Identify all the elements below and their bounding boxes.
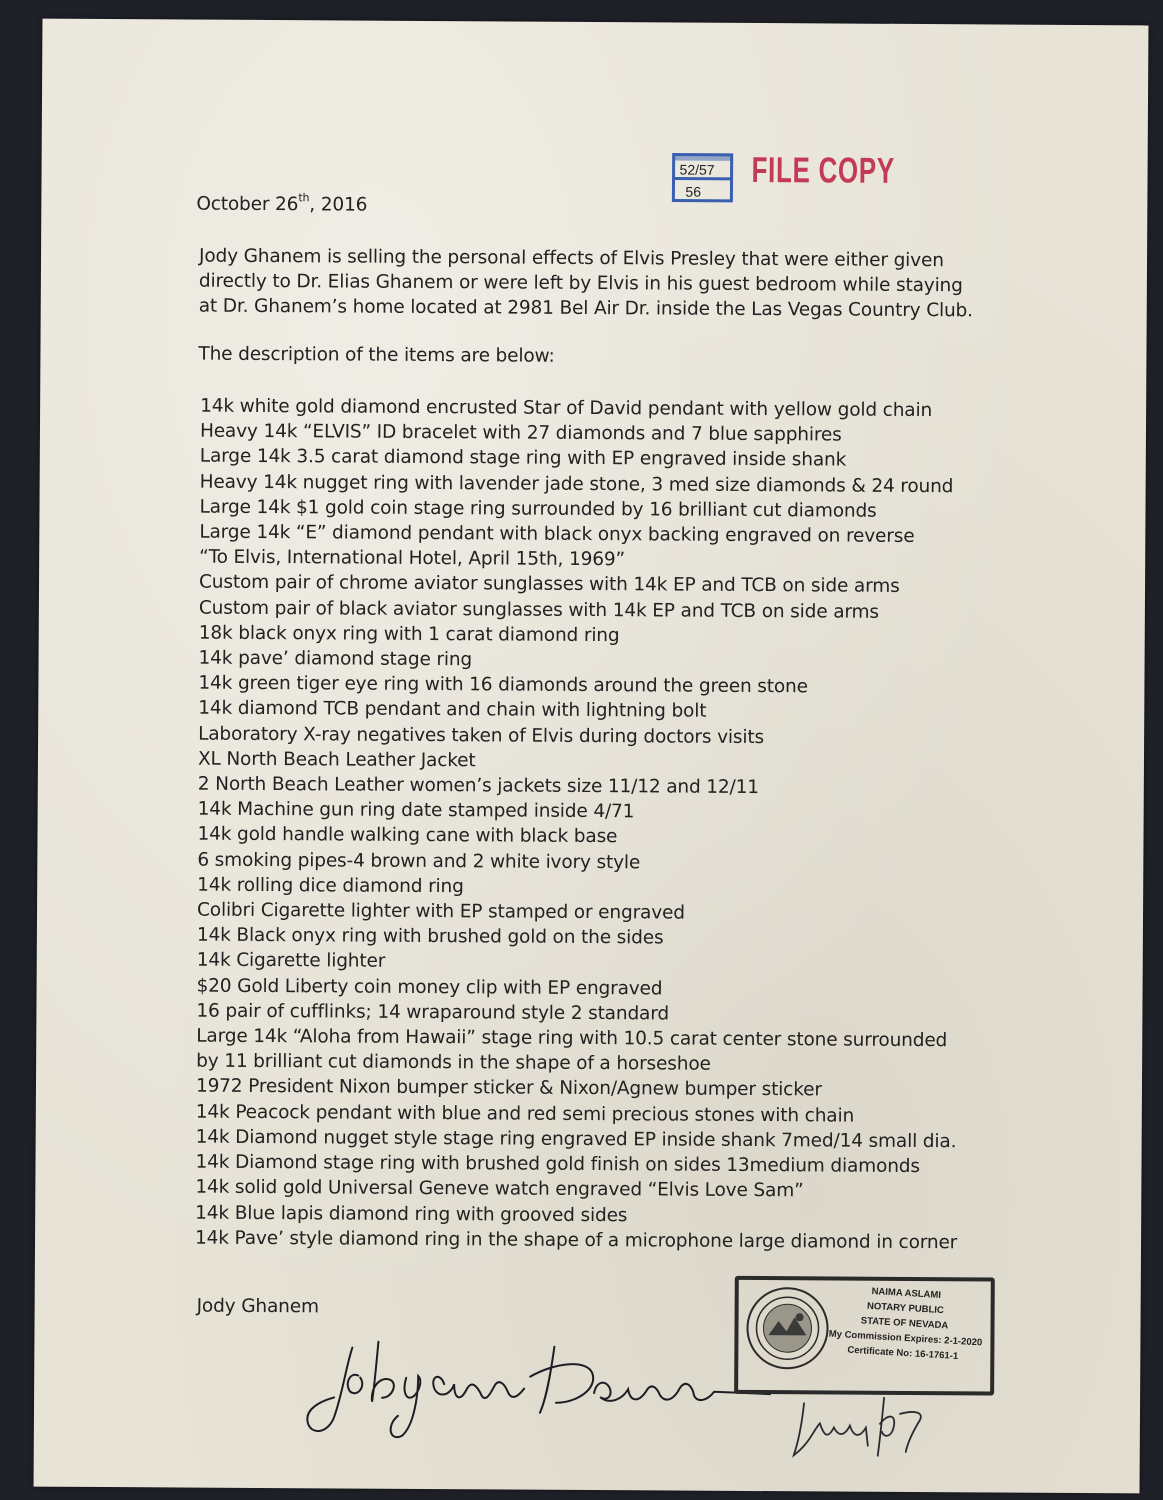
list-item: 6 smoking pipes-4 brown and 2 white ivory style (197, 849, 641, 873)
list-item: 1972 President Nixon bumper sticker & Nixon/Agnew bumper sticker (195, 1076, 822, 1101)
list-item: Colibri Cigarette lighter with EP stamped or engraved (196, 899, 685, 924)
list-item: “To Elvis, International Hotel, April 15th, 1969” (199, 546, 626, 571)
item-list (195, 394, 962, 1256)
file-copy-stamp: FILE COPY (751, 148, 896, 191)
list-item: Large 14k “E” diamond pendant with black onyx backing engraved on reverse (199, 521, 915, 547)
list-item: 14k solid gold Universal Geneve watch engraved “Elvis Love Sam” (195, 1176, 804, 1202)
list-item: by 11 brilliant cut diamonds in the shape of a horseshoe (196, 1050, 711, 1076)
state-seal-icon (744, 1285, 831, 1372)
intro-paragraph (199, 244, 974, 324)
notary-line: NOTARY PUBLIC (866, 1300, 945, 1317)
list-item: Large 14k “Aloha from Hawaii” stage ring with 10.5 carat center stone surrounded (196, 1025, 948, 1052)
notary-initials-signature (784, 1383, 934, 1464)
list-item: Heavy 14k nugget ring with lavender jade stone, 3 med size diamonds & 24 round (199, 471, 954, 497)
list-item: Large 14k $1 gold coin stage ring surrounded by 16 brilliant cut diamonds (199, 496, 877, 522)
description-heading: The description of the items are below: (198, 343, 555, 367)
list-item: 2 North Beach Leather women’s jackets size 11/12 and 12/11 (197, 773, 759, 799)
notary-line: Certificate No: 16-1761-1 (847, 1344, 959, 1363)
document-date: October 26th, 2016 (196, 191, 368, 216)
list-item: 14k white gold diamond encrusted Star of David pendant with yellow gold chain (200, 395, 933, 422)
list-item: 14k diamond TCB pendant and chain with lightning bolt (198, 698, 707, 723)
file-number-stamp (671, 152, 733, 202)
list-item: Laboratory X-ray negatives taken of Elvis during doctors visits (198, 723, 765, 748)
intro-line: Jody Ghanem is selling the personal effects of Elvis Presley that were either given (198, 245, 944, 272)
list-item: 14k Pave’ style diamond ring in the shape of a microphone large diamond in corner (194, 1227, 958, 1253)
list-item: 14k Cigarette lighter (196, 950, 386, 973)
list-item: Heavy 14k “ELVIS” ID bracelet with 27 diamonds and 7 blue sapphires (199, 420, 842, 446)
list-item: 14k pave’ diamond stage ring (198, 647, 473, 671)
list-item: Custom pair of chrome aviator sunglasses with 14k EP and TCB on side arms (198, 572, 900, 598)
notary-line: STATE OF NEVADA (860, 1315, 949, 1332)
intro-line: directly to Dr. Elias Ghanem or were left by Elvis in his guest bedroom while staying (198, 270, 963, 297)
list-item: $20 Gold Liberty coin money clip with EP engraved (196, 975, 663, 1000)
intro-line: at Dr. Ghanem’s home located at 2981 Bel Air Dr. inside the Las Vegas Country Club. (198, 295, 973, 322)
notary-line: My Commission Expires: 2-1-2020 (828, 1328, 983, 1349)
list-item: 14k Peacock pendant with blue and red semi precious stones with chain (195, 1101, 855, 1127)
list-item: 18k black onyx ring with 1 carat diamond ring (198, 622, 620, 646)
notary-stamp-text (827, 1282, 981, 1366)
list-item: 14k gold handle walking cane with black base (197, 824, 618, 848)
list-item: 14k Machine gun ring date stamped inside 4/71 (197, 798, 635, 823)
document-page (34, 19, 1149, 1494)
list-item: 14k Diamond nugget style stage ring engraved EP inside shank 7med/14 small dia. (195, 1126, 957, 1153)
list-item: 14k Blue lapis diamond ring with grooved sides (195, 1202, 628, 1226)
list-item: Custom pair of black aviator sunglasses with 14k EP and TCB on side arms (198, 597, 879, 623)
list-item: XL North Beach Leather Jacket (197, 748, 476, 772)
signer-name: Jody Ghanem (196, 1295, 319, 1318)
file-box-top-text: 52/57 (679, 161, 715, 178)
list-item: 16 pair of cufflinks; 14 wraparound style 2 standard (196, 1000, 670, 1025)
list-item: 14k rolling dice diamond ring (197, 874, 464, 898)
handwritten-signature (294, 1305, 775, 1448)
list-item: Large 14k 3.5 carat diamond stage ring with EP engraved inside shank (199, 446, 847, 471)
list-item: 14k Diamond stage ring with brushed gold finish on sides 13medium diamonds (195, 1151, 920, 1178)
file-box-bottom-text: 56 (685, 183, 702, 200)
notary-line: NAIMA ASLAMI (871, 1285, 942, 1301)
list-item: 14k Black onyx ring with brushed gold on the sides (196, 924, 664, 949)
list-item: 14k green tiger eye ring with 16 diamonds around the green stone (198, 672, 808, 698)
